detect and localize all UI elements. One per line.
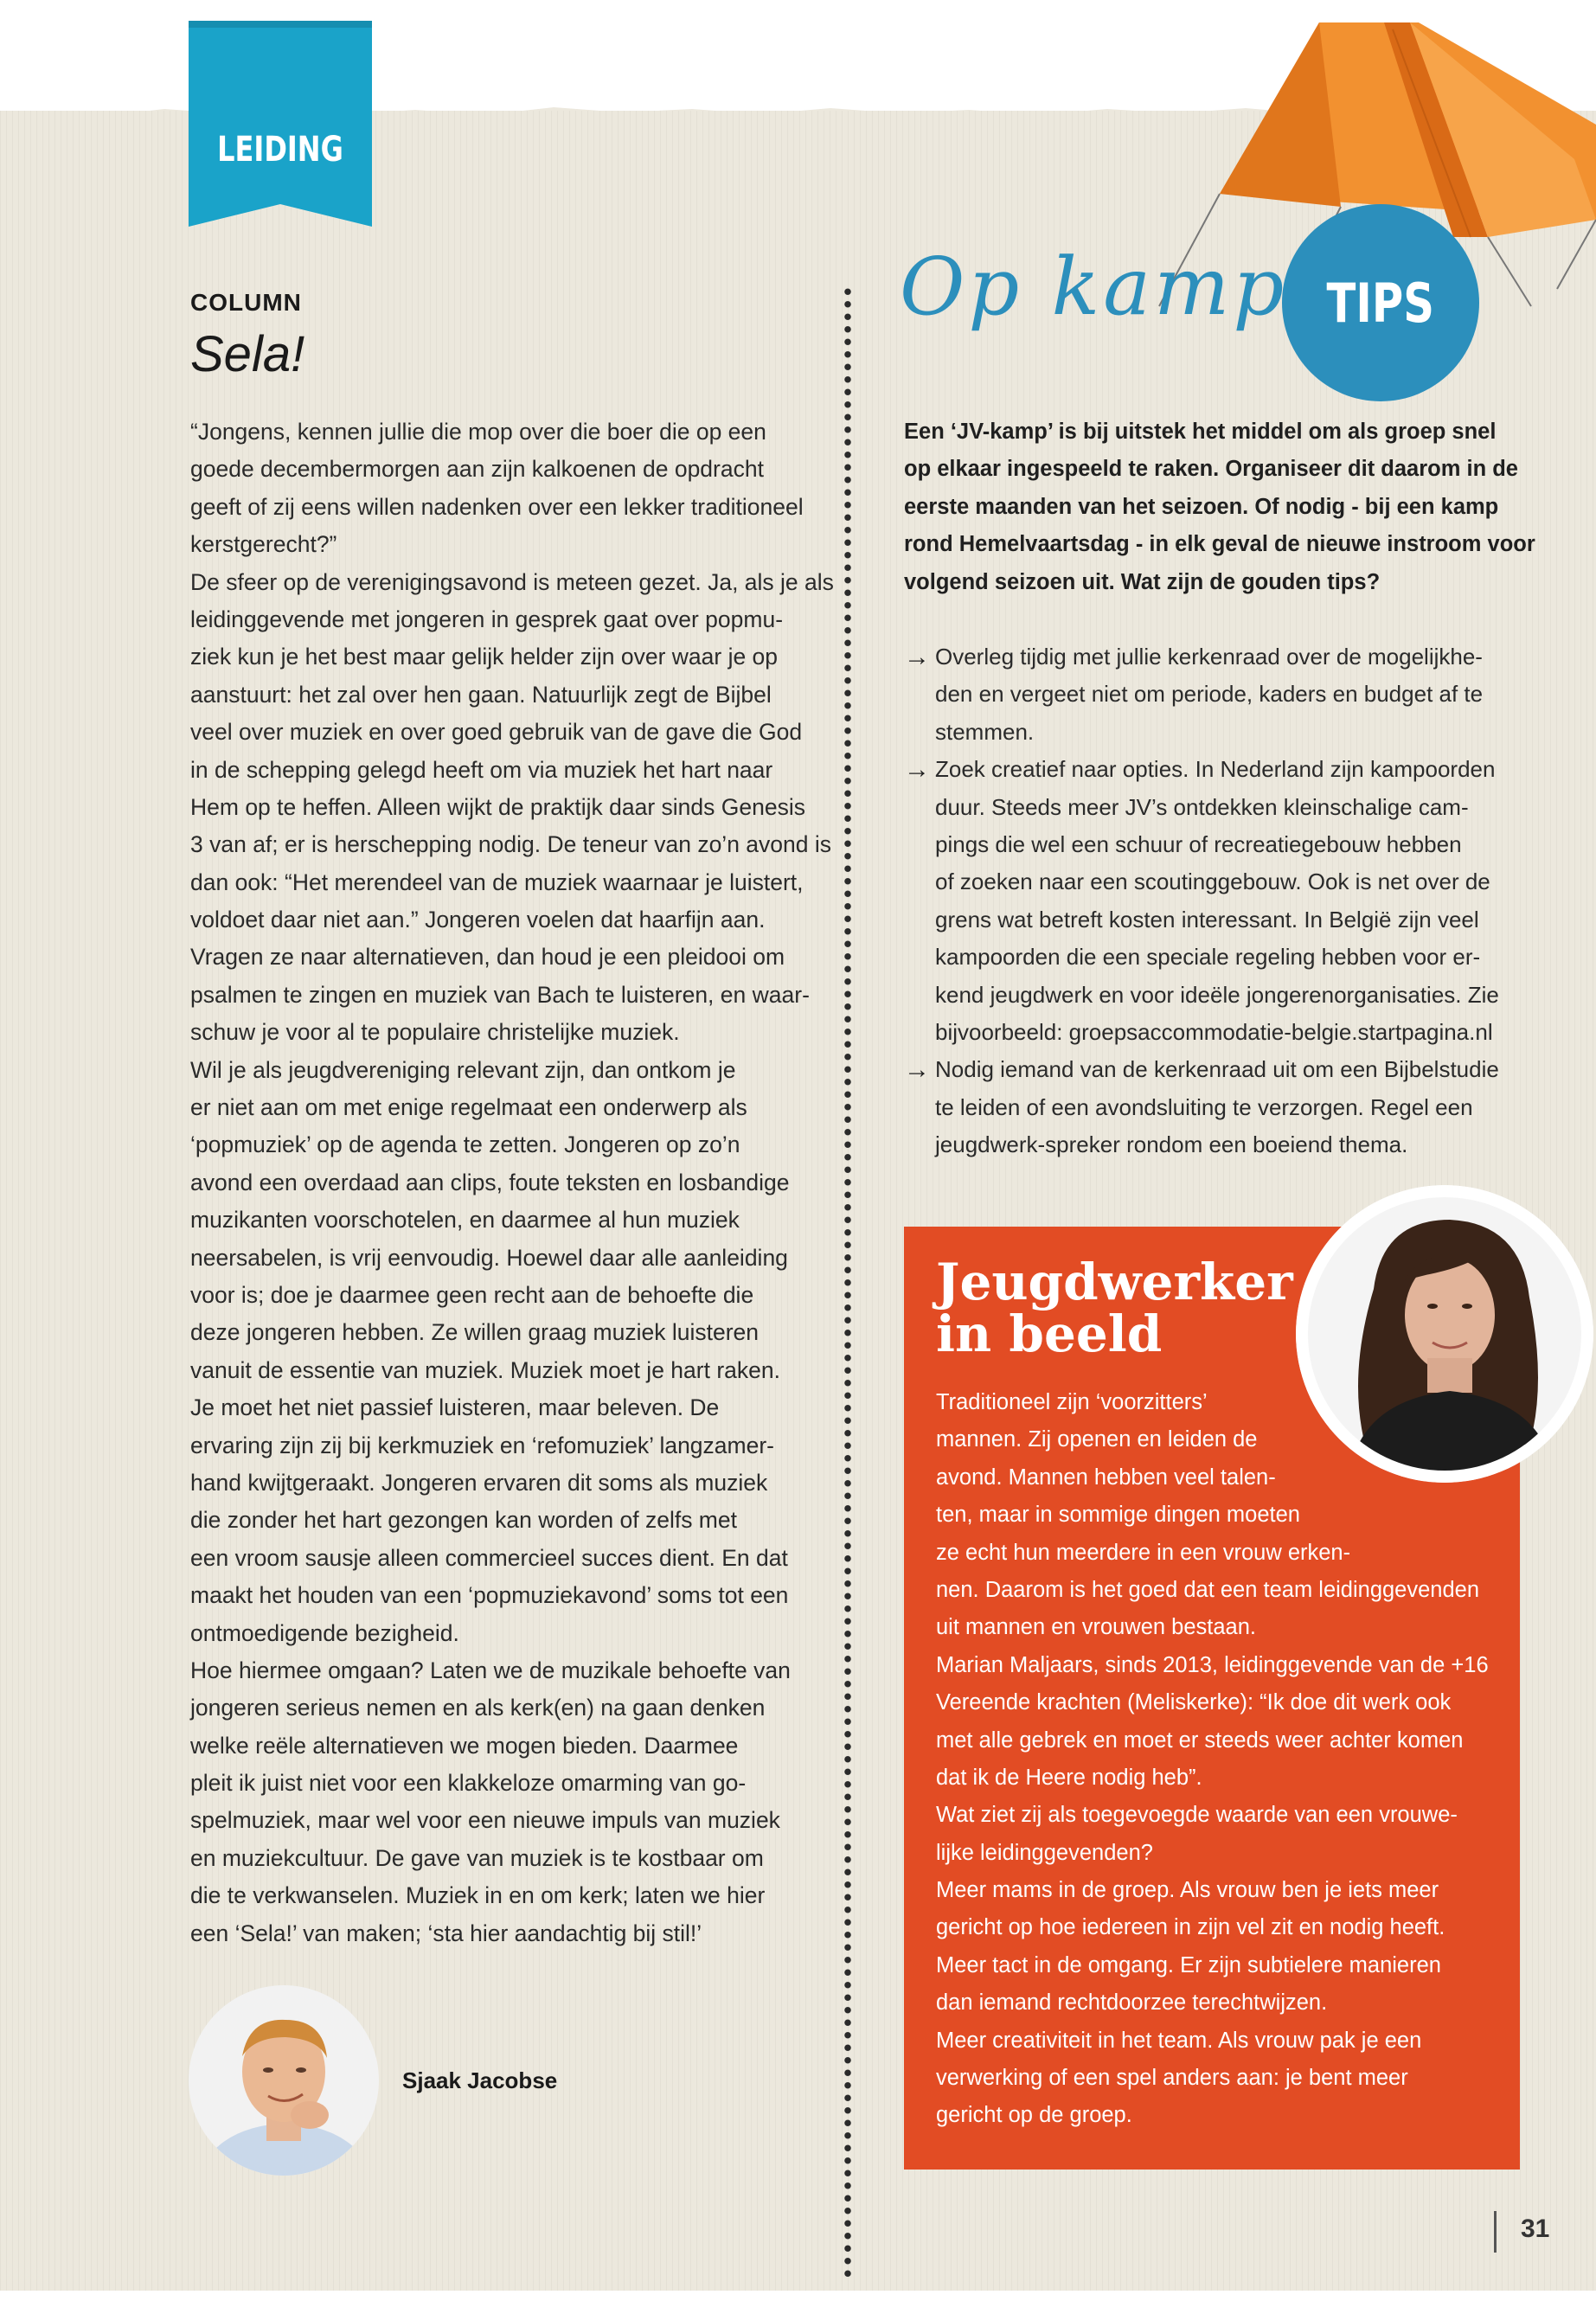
jeugdwerker-line: Meer creativiteit in het team. Als vrouw pak je een	[936, 2028, 1422, 2053]
tip-line: pings die wel een schuur of recreatiegebouw hebben	[935, 830, 1462, 857]
tip-item	[904, 1051, 1535, 1163]
column-body	[190, 413, 834, 1952]
dotted-divider	[843, 285, 852, 2279]
jeugdwerker-line: ten, maar in sommige dingen moeten	[936, 1503, 1300, 1528]
tip-line: Zoek creatief naar opties. In Nederland zijn kampoorden	[935, 756, 1496, 783]
column-line: dan ook: “Het merendeel van de muziek waarnaar je luistert,	[190, 868, 804, 895]
tip-line: grens wat betreft kosten interessant. In België zijn veel	[935, 906, 1479, 933]
jeugdwerker-line: Vereende krachten (Meliskerke): “Ik doe dit werk ook	[936, 1690, 1452, 1715]
column-line: De sfeer op de verenigingsavond is meteen gezet. Ja, als je als	[190, 568, 834, 595]
jeugdwerker-line: Meer mams in de groep. Als vrouw ben je iets meer	[936, 1878, 1439, 1903]
column-line: 3 van af; er is herschepping nodig. De teneur van zo’n avond is	[190, 831, 831, 858]
column-line: neersabelen, is vrij eenvoudig. Hoewel daar alle aanleiding	[190, 1244, 788, 1271]
intro-line: rond Hemelvaartsdag - in elk geval de nieuwe instroom voor	[904, 532, 1535, 557]
arrow-right-icon: →	[904, 643, 930, 671]
column-line: psalmen te zingen en muziek van Bach te luisteren, en waar-	[190, 981, 810, 1008]
column-line: jongeren serieus nemen en als kerk(en) na gaan denken	[190, 1695, 766, 1721]
intro-line: op elkaar ingespeeld te raken. Organiseer dit daarom in de	[904, 457, 1518, 482]
jeugdwerker-line: Meer tact in de omgang. Er zijn subtielere manieren	[936, 1952, 1441, 1977]
intro-line: Een ‘JV-kamp’ is bij uitstek het middel om als groep snel	[904, 420, 1497, 444]
column-line: een ‘Sela!’ van maken; ‘sta hier aandachtig bij stil!’	[190, 1920, 702, 1946]
column-line: in de schepping gelegd heeft om via muziek het hart naar	[190, 756, 773, 783]
tip-line: of zoeken naar een scoutinggebouw. Ook is net over de	[935, 868, 1490, 895]
kamp-intro	[904, 413, 1535, 601]
column-line: aanstuurt: het zal over hen gaan. Natuurlijk zegt de Bijbel	[190, 681, 772, 708]
arrow-right-icon: →	[904, 1055, 930, 1085]
column-line: ervaring zijn zij bij kerkmuziek en ‘refomuziek’ langzamer-	[190, 1432, 774, 1458]
jeugdwerker-line: ze echt hun meerdere in een vrouw erken-	[936, 1540, 1351, 1565]
intro-line: eerste maanden van het seizoen. Of nodig - bij een kamp	[904, 494, 1499, 519]
column-line: welke reële alternatieven we mogen bieden. Daarmee	[190, 1732, 739, 1759]
column-line: er niet aan om met enige regelmaat een onderwerp als	[190, 1094, 747, 1121]
tips-badge-label: TIPS	[1326, 271, 1435, 335]
jeugdwerker-line: dan iemand rechtdoorzee terechtwijzen.	[936, 1990, 1328, 2016]
column-line: leidinggevende met jongeren in gesprek gaat over popmu-	[190, 606, 784, 632]
tip-line: kampoorden die een speciale regeling hebben voor er-	[935, 944, 1481, 971]
column-line: spelmuziek, maar wel voor een nieuwe impuls van muziek	[190, 1807, 780, 1834]
jeugdwerker-body	[936, 1384, 1507, 2135]
author-name: Sjaak Jacobse	[402, 2067, 558, 2093]
column-line: kerstgerecht?”	[190, 531, 337, 558]
column-line: ‘popmuziek’ op de agenda te zetten. Jongeren op zo’n	[190, 1131, 740, 1158]
column-line: Hem op te heffen. Alleen wijkt de praktijk daar sinds Genesis	[190, 793, 805, 820]
kamp-title: Op kamp	[900, 240, 1288, 333]
column-line: deze jongeren hebben. Ze willen graag muziek luisteren	[190, 1319, 760, 1346]
column-line: Hoe hiermee omgaan? Laten we de muzikale behoefte van	[190, 1657, 791, 1683]
column-line: muzikanten voorschotelen, en daarmee al hun muziek	[190, 1207, 740, 1234]
column-line: maakt het houden van een ‘popmuziekavond’ soms tot een	[190, 1582, 789, 1609]
page-number: 31	[1521, 2214, 1550, 2243]
tip-line: duur. Steeds meer JV’s ontdekken kleinschalige cam-	[935, 793, 1469, 820]
column-line: een vroom sausje alleen commercieel succes dient. En dat	[190, 1544, 788, 1571]
jeugdwerker-line: verwerking of een spel anders aan: je bent meer	[936, 2066, 1408, 2091]
column-line: voldoet daar niet aan.” Jongeren voelen dat haarfijn aan.	[190, 907, 766, 933]
column-line: hand kwijtgeraakt. Jongeren ervaren dit soms als muziek	[190, 1469, 768, 1496]
tips-badge	[1282, 204, 1479, 401]
section-label: LEIDING	[217, 130, 343, 170]
column-line: schuw je voor al te populaire christelijke muziek.	[190, 1019, 680, 1046]
tip-line: Overleg tijdig met jullie kerkenraad over de mogelijkhe-	[935, 644, 1483, 670]
column-line: ontmoedigende bezigheid.	[190, 1619, 459, 1646]
arrow-right-icon: →	[904, 755, 930, 785]
jeugdwerker-line: Wat ziet zij als toegevoegde waarde van een vrouwe-	[936, 1803, 1458, 1828]
intro-line: volgend seizoen uit. Wat zijn de gouden tips?	[904, 569, 1381, 594]
tip-line: jeugdwerk-spreker rondom een boeiend thema.	[935, 1131, 1408, 1158]
jeugdwerker-line: mannen. Zij openen en leiden de	[936, 1427, 1258, 1452]
column-line: voor is; doe je daarmee geen recht aan de behoefte die	[190, 1281, 754, 1308]
column-line: en muziekcultuur. De gave van muziek is te kostbaar om	[190, 1844, 764, 1871]
column-line: vanuit de essentie van muziek. Muziek moet je hart raken.	[190, 1356, 780, 1383]
column-line: pleit ik juist niet voor een klakkeloze omarming van go-	[190, 1770, 747, 1797]
column-line: “Jongens, kennen jullie die mop over die boer die op een	[190, 419, 766, 445]
jeugdwerker-line: met alle gebrek en moet er steeds weer achter komen	[936, 1727, 1464, 1753]
column-title: Sela!	[190, 326, 305, 382]
tip-line: stemmen.	[935, 718, 1035, 745]
jeugdwerker-line: lijke leidinggevenden?	[936, 1840, 1153, 1865]
jeugdwerker-line: nen. Daarom is het goed dat een team leidinggevenden	[936, 1577, 1480, 1602]
tip-line: kend jeugdwerk en voor ideële jongerenorganisaties. Zie	[935, 981, 1499, 1008]
tip-line: den en vergeet niet om periode, kaders en budget af te	[935, 681, 1484, 708]
jeugdwerker-line: Marian Maljaars, sinds 2013, leidinggevende van de +16	[936, 1652, 1489, 1677]
column-line: geeft of zij eens willen nadenken over een lekker traditioneel	[190, 493, 804, 520]
column-line: Je moet het niet passief luisteren, maar beleven. De	[190, 1394, 720, 1421]
tip-item	[904, 751, 1535, 1051]
jeugdwerker-line: gericht op hoe iedereen in zijn vel zit en nodig heeft.	[936, 1915, 1445, 1940]
column-label: COLUMN	[190, 289, 302, 316]
column-line: die te verkwanselen. Muziek in en om kerk; laten we hier	[190, 1882, 766, 1909]
column-line: ziek kun je het best maar gelijk helder zijn over waar je op	[190, 644, 779, 670]
jeugdwerker-line: Traditioneel zijn ‘voorzitters’	[936, 1390, 1208, 1414]
tip-line: bijvoorbeeld: groepsaccommodatie-belgie.startpagina.nl	[935, 1018, 1493, 1045]
tip-item	[904, 638, 1535, 751]
jeugdwerker-title-line: Jeugdwerker	[936, 1253, 1293, 1311]
column-line: goede decembermorgen aan zijn kalkoenen de opdracht	[190, 456, 764, 483]
jeugdwerker-line: avond. Mannen hebben veel talen-	[936, 1465, 1276, 1490]
column-line: veel over muziek en over goed gebruik van de gave die God	[190, 719, 803, 746]
jeugdwerker-title	[936, 1253, 1299, 1363]
column-line: Vragen ze naar alternatieven, dan houd je een pleidooi om	[190, 944, 785, 971]
jeugdwerker-line: gericht op de groep.	[936, 2103, 1132, 2128]
tip-line: te leiden of een avondsluiting te verzorgen. Regel een	[935, 1093, 1473, 1120]
column-line: die zonder het hart gezongen kan worden of zelfs met	[190, 1507, 737, 1534]
jeugdwerker-line: dat ik de Heere nodig heb”.	[936, 1765, 1202, 1790]
column-line: Wil je als jeugdvereniging relevant zijn, dan ontkom je	[190, 1056, 736, 1083]
tip-line: Nodig iemand van de kerkenraad uit om een Bijbelstudie	[935, 1056, 1499, 1083]
column-line: avond een overdaad aan clips, foute teksten en losbandige	[190, 1169, 790, 1195]
jeugdwerker-line: uit mannen en vrouwen bestaan.	[936, 1615, 1256, 1640]
section-banner	[189, 21, 372, 227]
author-avatar	[189, 1985, 379, 2176]
jeugdwerker-title-line: in beeld	[936, 1304, 1163, 1363]
tips-list	[904, 638, 1535, 1163]
page-number-rule	[1494, 2211, 1497, 2253]
